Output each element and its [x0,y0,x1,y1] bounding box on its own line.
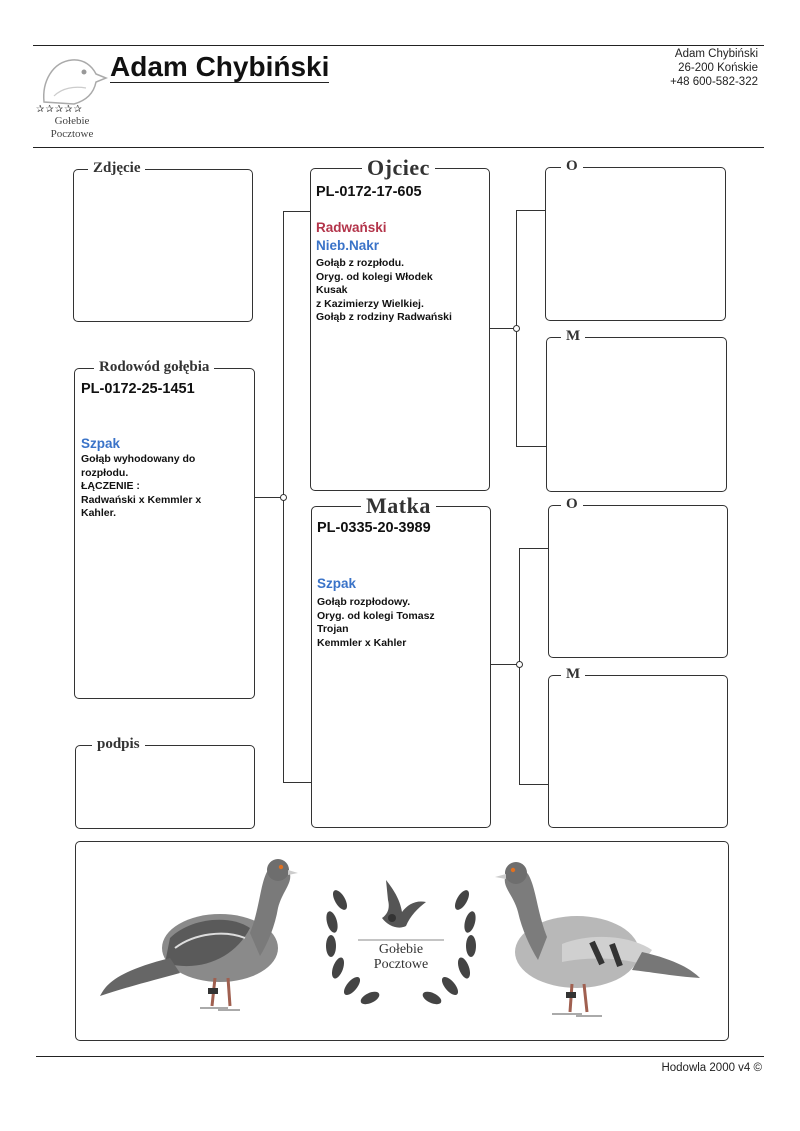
grandparent-label-father-father: O [561,159,583,174]
contact-address: 26-200 Końskie [678,62,758,74]
mother-note: Gołąb rozpłodowy. [317,596,411,608]
logo-text-2: Pocztowe [50,128,94,140]
mother-box [311,506,491,828]
father-ring-number: PL-0172-17-605 [316,184,422,200]
bird-note: ŁĄCZENIE : [81,480,140,492]
bird-note: Radwański x Kemmler x [81,493,202,506]
father-box [310,168,490,491]
laurel-wreath-logo [318,860,484,1010]
grandparent-box-mother-mother [548,675,728,828]
father-line-name: Radwański [316,220,387,235]
father-note: Oryg. od kolegi Włodek [316,270,433,283]
mother-label: Matka [361,495,436,517]
logo-stars: ✰✰✰✰✰ [36,104,83,115]
pigeon-head-icon [34,52,110,110]
mother-note: Oryg. od kolegi Tomasz [317,609,435,622]
mother-note: Trojan [317,623,349,635]
bird-note: rozpłodu. [81,466,129,479]
footer-software: Hodowla 2000 v4 © [661,1062,762,1074]
bird-note: Gołąb wyhodowany do [81,453,196,465]
grandparent-box-father-father [545,167,726,321]
grandparent-label-father-mother: M [561,329,585,344]
contact-phone: +48 600-582-322 [670,76,758,88]
mother-color: Szpak [317,576,357,591]
grandparent-box-mother-father [548,505,728,658]
father-notes [316,257,452,325]
bird-color: Szpak [81,436,121,451]
contact-name: Adam Chybiński [674,48,758,60]
logo-text-1: Gołebie [54,115,90,127]
bird-box [74,368,255,699]
grandparent-label-mother-mother: M [561,667,585,682]
grandparent-label-mother-father: O [561,497,583,512]
bird-ring-number: PL-0172-25-1451 [81,381,195,397]
mother-note: Kemmler x Kahler [317,636,407,649]
banner-logo-text-1: Gołebie [378,942,424,957]
photo-label: Zdjęcie [88,161,145,176]
father-color: Nieb.Nakr [316,238,380,253]
pigeon-right-illustration [492,852,702,1027]
photo-box [73,169,253,322]
mother-ring-number: PL-0335-20-3989 [317,520,431,536]
mother-notes [317,596,435,650]
bird-note: Kahler. [81,507,117,519]
contact-block [670,47,758,89]
grandparent-box-father-mother [546,337,727,492]
banner-logo-text-2: Pocztowe [373,957,429,972]
signature-label: podpis [92,737,145,752]
father-note: Kusak [316,284,348,296]
father-label: Ojciec [362,157,435,179]
pigeon-left-illustration [100,848,300,1028]
father-note: z Kazimierzy Wielkiej. [316,297,424,310]
signature-box [75,745,255,829]
bird-label: Rodowód gołębia [94,360,214,375]
bird-notes [81,453,201,521]
father-note: Gołąb z rodziny Radwański [316,311,452,323]
breeder-name: Adam Chybiński [110,51,330,82]
father-note: Gołąb z rozpłodu. [316,257,405,269]
header-logo [34,52,110,144]
